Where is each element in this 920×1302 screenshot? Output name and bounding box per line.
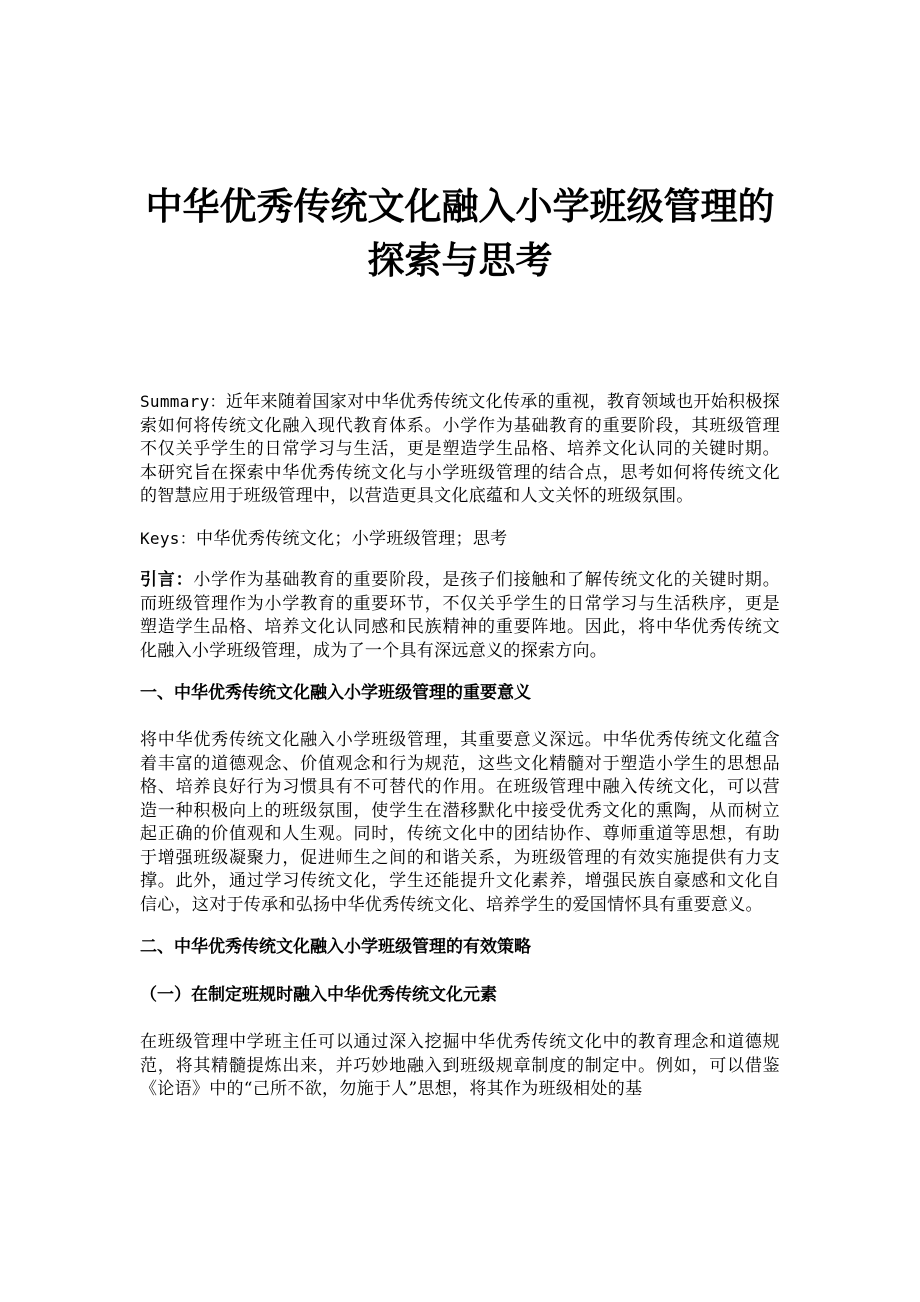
summary-paragraph bbox=[140, 390, 780, 509]
section1-heading: 一、中华优秀传统文化融入小学班级管理的重要意义 bbox=[140, 683, 531, 703]
section2-heading: 二、中华优秀传统文化融入小学班级管理的有效策略 bbox=[140, 937, 531, 957]
section2-sub1-heading: （一）在制定班规时融入中华优秀传统文化元素 bbox=[140, 985, 497, 1005]
document-body bbox=[140, 390, 780, 1120]
title-line-1: 中华优秀传统文化融入小学班级管理的 bbox=[145, 185, 775, 228]
title-line-2: 探索与思考 bbox=[367, 239, 553, 282]
section2-sub1-paragraph: 在班级管理中学班主任可以通过深入挖掘中华优秀传统文化中的教育理念和道德规范，将其精髓提炼出来，并巧妙地融入到班级规章制度的制定中。例如，可以借鉴《论语》中的“己所不欲，勿施于人”思想，将其作为班级相处的基 bbox=[140, 1032, 780, 1099]
document-title bbox=[140, 180, 780, 288]
intro-label: 引言： bbox=[140, 570, 194, 590]
keys-label: Keys： bbox=[140, 528, 197, 548]
intro-paragraph bbox=[140, 569, 780, 663]
summary-text: 近年来随着国家对中华优秀传统文化传承的重视，教育领域也开始积极探索如何将传统文化融入现代教育体系。小学作为基础教育的重要阶段，其班级管理不仅关乎学生的日常学习与生活，更是塑造学生品格、培养文化认同的关键时期。本研究旨在探索中华优秀传统文化与小学班级管理的结合点，思考如何将传统文化的智慧应用于班级管理中，以营造更具文化底蕴和人文关怀的班级氛围。 bbox=[140, 392, 780, 506]
section1-paragraph: 将中华优秀传统文化融入小学班级管理，其重要意义深远。中华优秀传统文化蕴含着丰富的道德观念、价值观念和行为规范，这些文化精髓对于塑造小学生的思想品格、培养良好行为习惯具有不可替代的作用。在班级管理中融入传统文化，可以营造一种积极向上的班级氛围，使学生在潜移默化中接受优秀文化的熏陶，从而树立起正确的价值观和人生观。同时，传统文化中的团结协作、尊师重道等思想，有助于增强班级凝聚力，促进师生之间的和谐关系，为班级管理的有效实施提供有力支撑。此外，通过学习传统文化，学生还能提升文化素养，增强民族自豪感和文化自信心，这对于传承和弘扬中华优秀传统文化、培养学生的爱国情怀具有重要意义。 bbox=[140, 730, 780, 915]
intro-text: 小学作为基础教育的重要阶段，是孩子们接触和了解传统文化的关键时期。而班级管理作为小学教育的重要环节，不仅关乎学生的日常学习与生活秩序，更是塑造学生品格、培养文化认同感和民族精神的重要阵地。因此，将中华优秀传统文化融入小学班级管理，成为了一个具有深远意义的探索方向。 bbox=[140, 570, 780, 661]
keys-text: 中华优秀传统文化；小学班级管理；思考 bbox=[196, 528, 508, 549]
summary-label: Summary： bbox=[140, 392, 226, 411]
keys-paragraph bbox=[140, 527, 780, 552]
